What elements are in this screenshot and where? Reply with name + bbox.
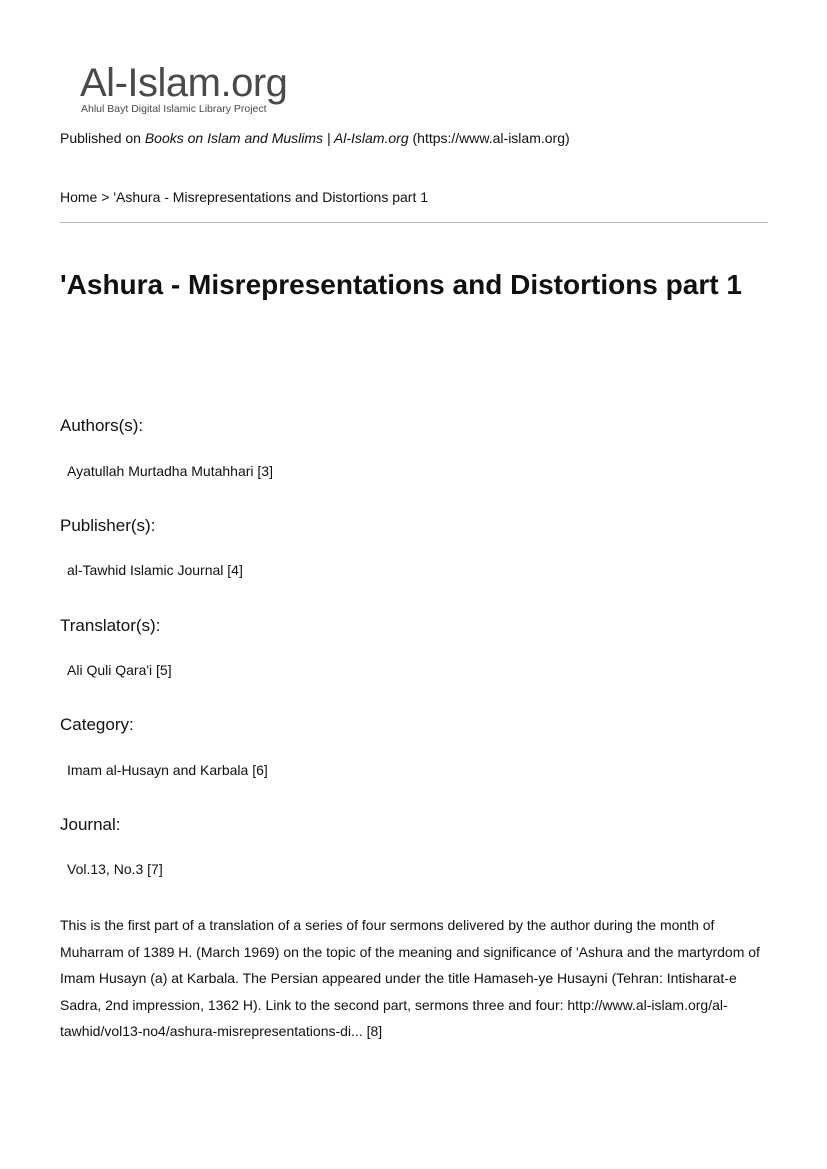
- publishers-label: Publisher(s):: [60, 516, 156, 535]
- logo-wordmark: Al-Islam.org: [80, 61, 288, 105]
- header-divider: [60, 222, 768, 223]
- translators-value[interactable]: Ali Quli Qara'i [5]: [67, 662, 172, 678]
- logo-tagline: Ahlul Bayt Digital Islamic Library Project: [81, 103, 267, 115]
- authors-value[interactable]: Ayatullah Murtadha Mutahhari [3]: [67, 463, 273, 479]
- summary-ref[interactable]: [8]: [362, 1023, 383, 1039]
- published-prefix: Published on: [60, 130, 145, 146]
- published-on-line: [60, 129, 570, 147]
- article-summary: [60, 912, 768, 1045]
- published-url: (https://www.al-islam.org): [408, 130, 570, 146]
- category-label: Category:: [60, 715, 134, 734]
- page-title: 'Ashura - Misrepresentations and Distortions part 1: [60, 269, 742, 300]
- second-part-link[interactable]: http://www.al-islam.org/al-tawhid/vol13-no4/ashura-misrepresentations-di...: [60, 996, 728, 1039]
- breadcrumb-separator: >: [97, 189, 114, 205]
- breadcrumb: [60, 188, 428, 206]
- breadcrumb-home[interactable]: Home: [60, 189, 98, 205]
- journal-value[interactable]: Vol.13, No.3 [7]: [67, 861, 163, 877]
- authors-label: Authors(s):: [60, 416, 144, 435]
- journal-label: Journal:: [60, 815, 121, 834]
- category-value[interactable]: Imam al-Husayn and Karbala [6]: [67, 762, 268, 778]
- summary-text: This is the first part of a translation of a series of four sermons delivered by the author during the month of Muharram of 1389 H. (March 1969) on the topic of the meaning and significance of 'Ashura and the martyrdom of Imam Husayn (a) at Karbala. The Persian appeared under the title Hamaseh-ye Husayni (Tehran: Intisharat-e Sadra, 2nd impression, 1362 H). Link to the second part, sermons three and four:: [60, 917, 760, 1013]
- site-logo[interactable]: [80, 62, 320, 120]
- breadcrumb-current: 'Ashura - Misrepresentations and Distortions part 1: [113, 189, 429, 205]
- translators-label: Translator(s):: [60, 616, 161, 635]
- publishers-value[interactable]: al-Tawhid Islamic Journal [4]: [67, 562, 243, 578]
- published-site-name[interactable]: Books on Islam and Muslims | Al-Islam.org: [144, 130, 409, 146]
